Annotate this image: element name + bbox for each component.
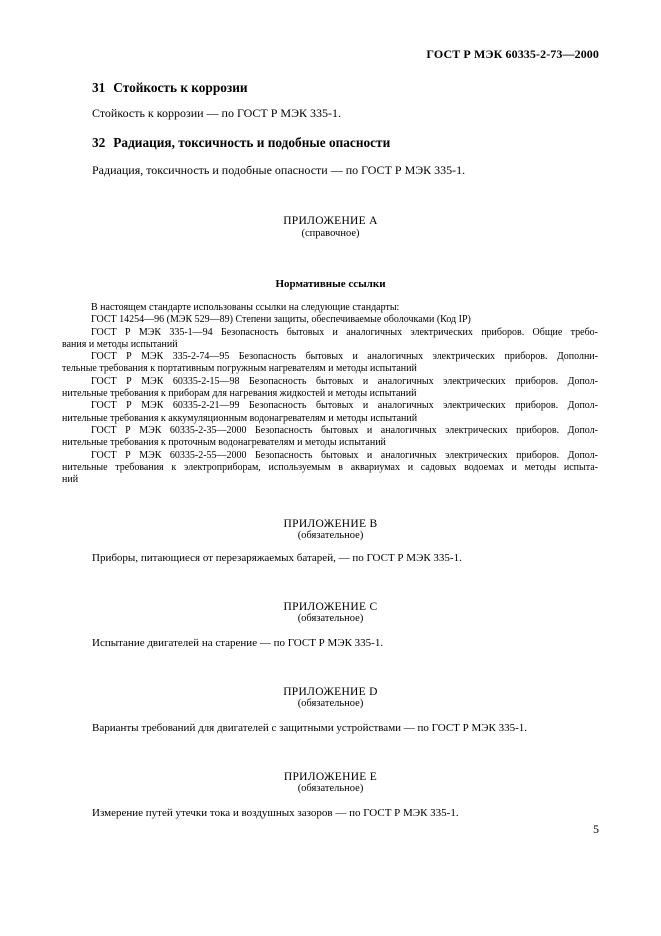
reference-line: ГОСТ Р МЭК 335-2-74—95 Безопасность бытовых и аналогичных электрических приборов. Дополни- xyxy=(91,351,598,363)
appendix-c-title: ПРИЛОЖЕНИЕ С xyxy=(283,601,378,613)
reference-line: нительные требования к приборам для нагревания жидкостей и методы испытаний xyxy=(62,388,417,400)
section-32-heading xyxy=(92,135,390,151)
appendix-b-subtitle: (обязательное) xyxy=(297,530,364,541)
appendix-e-subtitle: (обязательное) xyxy=(297,783,364,794)
reference-line: нительные требования к аккумуляционным водонагревателям и методы испытаний xyxy=(62,412,418,424)
reference-line: ГОСТ Р МЭК 60335-2-55—2000 Безопасность бытовых и аналогичных электрических приборов. Допол- xyxy=(91,449,598,461)
reference-line: ГОСТ Р МЭК 60335-2-15—98 Безопасность бытовых и аналогичных электрических приборов. Допол- xyxy=(91,375,598,387)
reference-line: ГОСТ Р МЭК 60335-2-21—99 Безопасность бытовых и аналогичных электрических приборов. Допол- xyxy=(91,400,598,412)
section-31-heading xyxy=(92,80,248,96)
normative-references-list xyxy=(62,302,598,486)
appendix-e-text: Измерение путей утечки тока и воздушных зазоров — по ГОСТ Р МЭК 335-1. xyxy=(92,807,459,819)
section-31-text: Стойкость к коррозии — по ГОСТ Р МЭК 335-1. xyxy=(92,106,342,120)
reference-line: ГОСТ 14254—96 (МЭК 529—89) Степени защиты, обеспечиваемые оболочками (Код IP) xyxy=(91,314,471,326)
appendix-e-title: ПРИЛОЖЕНИЕ Е xyxy=(283,771,378,783)
appendix-c-subtitle: (обязательное) xyxy=(297,613,364,624)
section-title: Стойкость к коррозии xyxy=(113,80,248,95)
reference-line: ГОСТ Р МЭК 60335-2-35—2000 Безопасность бытовых и аналогичных электрических приборов. Допол- xyxy=(91,424,598,436)
reference-line: ГОСТ Р МЭК 335-1—94 Безопасность бытовых и аналогичных электрических приборов. Общие требо- xyxy=(91,326,598,338)
appendix-d-text: Варианты требований для двигателей с защитными устройствами — по ГОСТ Р МЭК 335-1. xyxy=(92,722,528,734)
section-number: 32 xyxy=(92,135,106,150)
reference-line: тельные требования к портативным погружным нагревателям и методы испытаний xyxy=(62,363,417,375)
appendix-a-title: ПРИЛОЖЕНИЕ А xyxy=(283,215,378,227)
reference-line: ний xyxy=(62,474,79,486)
reference-line: нительные требования к проточным водонагревателям и методы испытаний xyxy=(62,437,386,449)
section-number: 31 xyxy=(92,80,106,95)
appendix-b-title: ПРИЛОЖЕНИЕ В xyxy=(283,518,378,530)
reference-line: вания и методы испытаний xyxy=(62,338,178,350)
reference-line: В настоящем стандарте использованы ссылки на следующие стандарты: xyxy=(91,302,400,313)
page-number: 5 xyxy=(593,822,599,836)
reference-line: нительные требования к электроприборам, используемым в аквариумах и садовых водоемах и методы испыта- xyxy=(62,461,598,473)
appendix-d-subtitle: (обязательное) xyxy=(297,698,364,709)
appendix-b-text: Приборы, питающиеся от перезаряжаемых батарей, — по ГОСТ Р МЭК 335-1. xyxy=(92,552,462,564)
normative-references-heading: Нормативные ссылки xyxy=(275,278,386,290)
section-title: Радиация, токсичность и подобные опасности xyxy=(113,135,391,150)
section-32-text: Радиация, токсичность и подобные опасности — по ГОСТ Р МЭК 335-1. xyxy=(92,163,466,177)
document-header: ГОСТ Р МЭК 60335-2-73—2000 xyxy=(426,47,599,61)
appendix-a-subtitle: (справочное) xyxy=(301,228,360,239)
appendix-d-title: ПРИЛОЖЕНИЕ D xyxy=(283,686,378,698)
appendix-c-text: Испытание двигателей на старение — по ГОСТ Р МЭК 335-1. xyxy=(92,637,384,649)
